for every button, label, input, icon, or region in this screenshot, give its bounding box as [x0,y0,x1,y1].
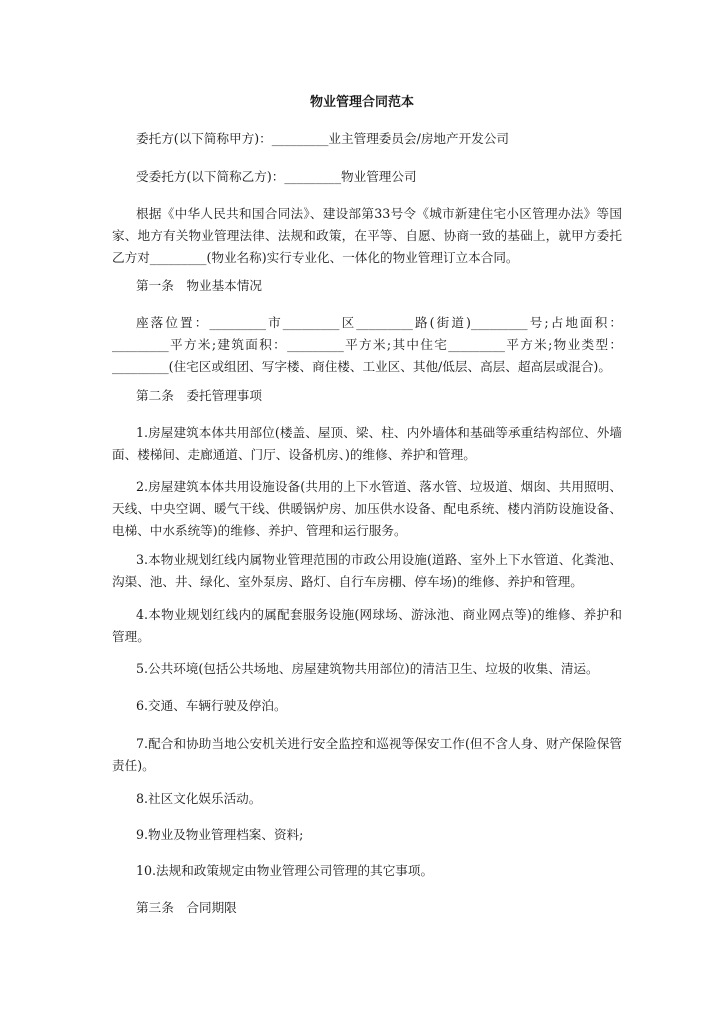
article-2-item-1: 1.房屋建筑本体共用部位(楼盖、屋顶、梁、柱、内外墙体和基础等承重结构部位、外墙面、楼梯间、走廊通道、门厅、设备机房、)的维修、养护和管理。 [112,425,622,462]
article-2-item-10: 10.法规和政策规定由物业管理公司管理的其它事项。 [136,863,434,878]
article-3-heading: 第三条 合同期限 [136,900,237,915]
article-2-item-7: 7.配合和协助当地公安机关进行安全监控和巡视等保安工作(但不含人身、财产保险保管责任)。 [112,736,622,773]
article-2-item-2: 2.房屋建筑本体共用设施设备(共用的上下水管道、落水管、垃圾道、烟囱、共用照明、天线、中央空调、暖气干线、供暖锅炉房、加压供水设备、配电系统、楼内消防设施设备、电梯、中水系统等)的维修、养护、管理和运行服务。 [112,479,622,538]
article-2-item-8: 8.社区文化娱乐活动。 [136,791,262,806]
article-1-heading: 第一条 物业基本情况 [136,278,262,293]
article-2-item-6: 6.交通、车辆行驶及停泊。 [136,698,287,713]
article-2-item-9: 9.物业及物业管理档案、资料; [136,827,304,842]
article-2-item-3: 3.本物业规划红线内属物业管理范围的市政公用设施(道路、室外上下水管道、化粪池、沟渠、池、井、绿化、室外泵房、路灯、自行车房棚、停车场)的维修、养护和管理。 [112,552,622,589]
article-2-item-4: 4.本物业规划红线内的属配套服务设施(网球场、游泳池、商业网点等)的维修、养护和管理。 [112,607,622,644]
paragraph-client: 委托方(以下简称甲方)：_________业主管理委员会/房地产开发公司 [136,131,509,146]
article-1-body: 座落位置：_________市_________区_________路(街道)_________号;占地面积：_________平方米;建筑面积：_________平方米;其中住宅_________平方米;物业类型：_________(住宅区或组团、写字楼、商住楼、工业区、其他/低层、高层、超高层或混合)。 [112,315,622,374]
document-title: 物业管理合同范本 [309,95,414,110]
article-2-heading: 第二条 委托管理事项 [136,388,262,403]
paragraph-preamble: 根据《中华人民共和国合同法》、建设部第33号令《城市新建住宅小区管理办法》等国家、地方有关物业管理法律、法规和政策，在平等、自愿、协商一致的基础上，就甲方委托乙方对_________(物业名称)实行专业化、一体化的物业管理订立本合同。 [112,206,622,265]
paragraph-contractor: 受委托方(以下简称乙方)：_________物业管理公司 [136,169,417,184]
article-2-item-5: 5.公共环境(包括公共场地、房屋建筑物共用部位)的清洁卫生、垃圾的收集、清运。 [136,661,599,676]
